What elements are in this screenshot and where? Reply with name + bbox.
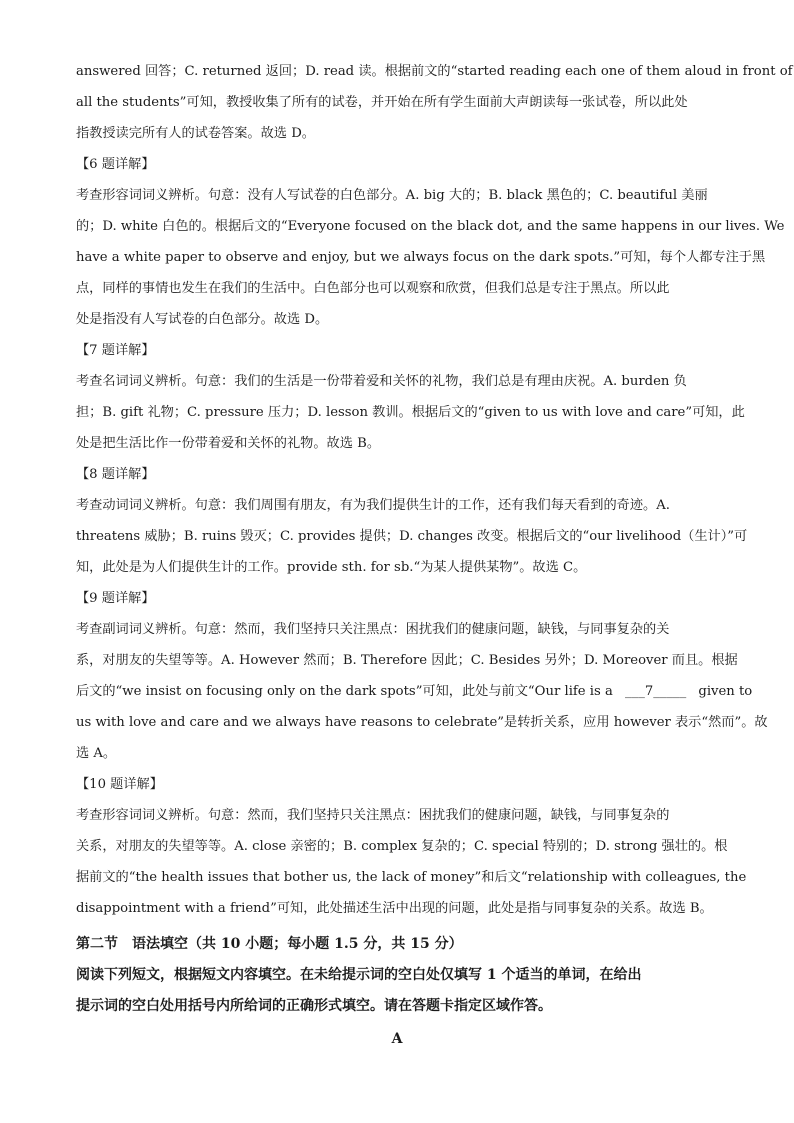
text-line: 考查副词词义辨析。句意：然而，我们坚持只关注黑点：困扰我们的健康问题，缺钱，与同事复杂的关 (76, 622, 670, 637)
text-line: 考查动词词义辨析。句意：我们周围有朋友，有为我们提供生计的工作，还有我们每天看到的奇迹。A. (76, 498, 670, 513)
text-line: 处是把生活比作一份带着爱和关怀的礼物。故选 B。 (76, 436, 381, 451)
text-line: 系，对朋友的失望等等。A. However 然而；B. Therefore 因此；C. Besides 另外；D. Moreover 而且。根据 (76, 653, 738, 668)
blank-number: ___7_____ (625, 684, 687, 699)
text-line: 考查形容词词义辨析。句意：没有人写试卷的白色部分。A. big 大的；B. black 黑色的；C. beautiful 美丽 (76, 188, 708, 203)
text-line: us with love and care and we always have reasons to celebrate”是转折关系，应用 however 表示“然而”。故 (76, 715, 768, 730)
section-instruction: 提示词的空白处用括号内所给词的正确形式填空。请在答题卡指定区域作答。 (76, 998, 552, 1014)
text-segment: given to (698, 684, 753, 699)
text-line (76, 682, 753, 702)
text-line: 点，同样的事情也发生在我们的生活中。白色部分也可以观察和欣赏，但我们总是专注于黑点。所以此 (76, 281, 670, 296)
text-line: 的；D. white 白色的。根据后文的“Everyone focused on the black dot, and the same happens in our lives. We (76, 219, 785, 234)
question-heading: 【10 题详解】 (76, 777, 163, 792)
text-segment: 后文的“we insist on focusing only on the dark spots”可知，此处与前文“Our life is a (76, 684, 613, 699)
text-line: answered 回答；C. returned 返回；D. read 读。根据前文的“started reading each one of them aloud in front of (76, 64, 793, 79)
text-line: 考查形容词词义辨析。句意：然而，我们坚持只关注黑点：困扰我们的健康问题，缺钱，与同事复杂的 (76, 808, 670, 823)
text-line: 考查名词词义辨析。句意：我们的生活是一份带着爱和关怀的礼物，我们总是有理由庆祝。A. burden 负 (76, 374, 687, 389)
text-line: threatens 威胁；B. ruins 毁灭；C. provides 提供；D. changes 改变。根据后文的“our livelihood（生计）”可 (76, 529, 748, 544)
question-heading: 【7 题详解】 (76, 343, 155, 358)
question-heading: 【9 题详解】 (76, 591, 155, 606)
text-line: 担；B. gift 礼物；C. pressure 压力；D. lesson 教训。根据后文的“given to us with love and care”可知，此 (76, 405, 745, 420)
text-line: all the students”可知，教授收集了所有的试卷，并开始在所有学生面前大声朗读每一张试卷，所以此处 (76, 95, 688, 110)
section-instruction: 阅读下列短文，根据短文内容填空。在未给提示词的空白处仅填写 1 个适当的单词，在给出 (76, 967, 642, 983)
text-line: 据前文的“the health issues that bother us, the lack of money”和后文“relationship with colleagues, the (76, 870, 747, 885)
text-line: 指教授读完所有人的试卷答案。故选 D。 (76, 126, 315, 141)
section-title: 第二节 语法填空（共 10 小题；每小题 1.5 分，共 15 分） (76, 936, 463, 952)
text-line: have a white paper to observe and enjoy, but we always focus on the dark spots.”可知，每个人都专注于黑 (76, 250, 766, 265)
text-line: 知，此处是为人们提供生计的工作。provide sth. for sb.“为某人提供某物”。故选 C。 (76, 560, 587, 575)
text-line: 关系，对朋友的失望等等。A. close 亲密的；B. complex 复杂的；C. special 特别的；D. strong 强壮的。根 (76, 839, 728, 854)
text-line: disappointment with a friend”可知，此处描述生活中出现的问题，此处是指与同事复杂的关系。故选 B。 (76, 901, 713, 916)
part-label: A (391, 1031, 403, 1047)
question-heading: 【8 题详解】 (76, 467, 155, 482)
question-heading: 【6 题详解】 (76, 157, 155, 172)
text-line: 选 A。 (76, 746, 117, 761)
text-line: 处是指没有人写试卷的白色部分。故选 D。 (76, 312, 329, 327)
